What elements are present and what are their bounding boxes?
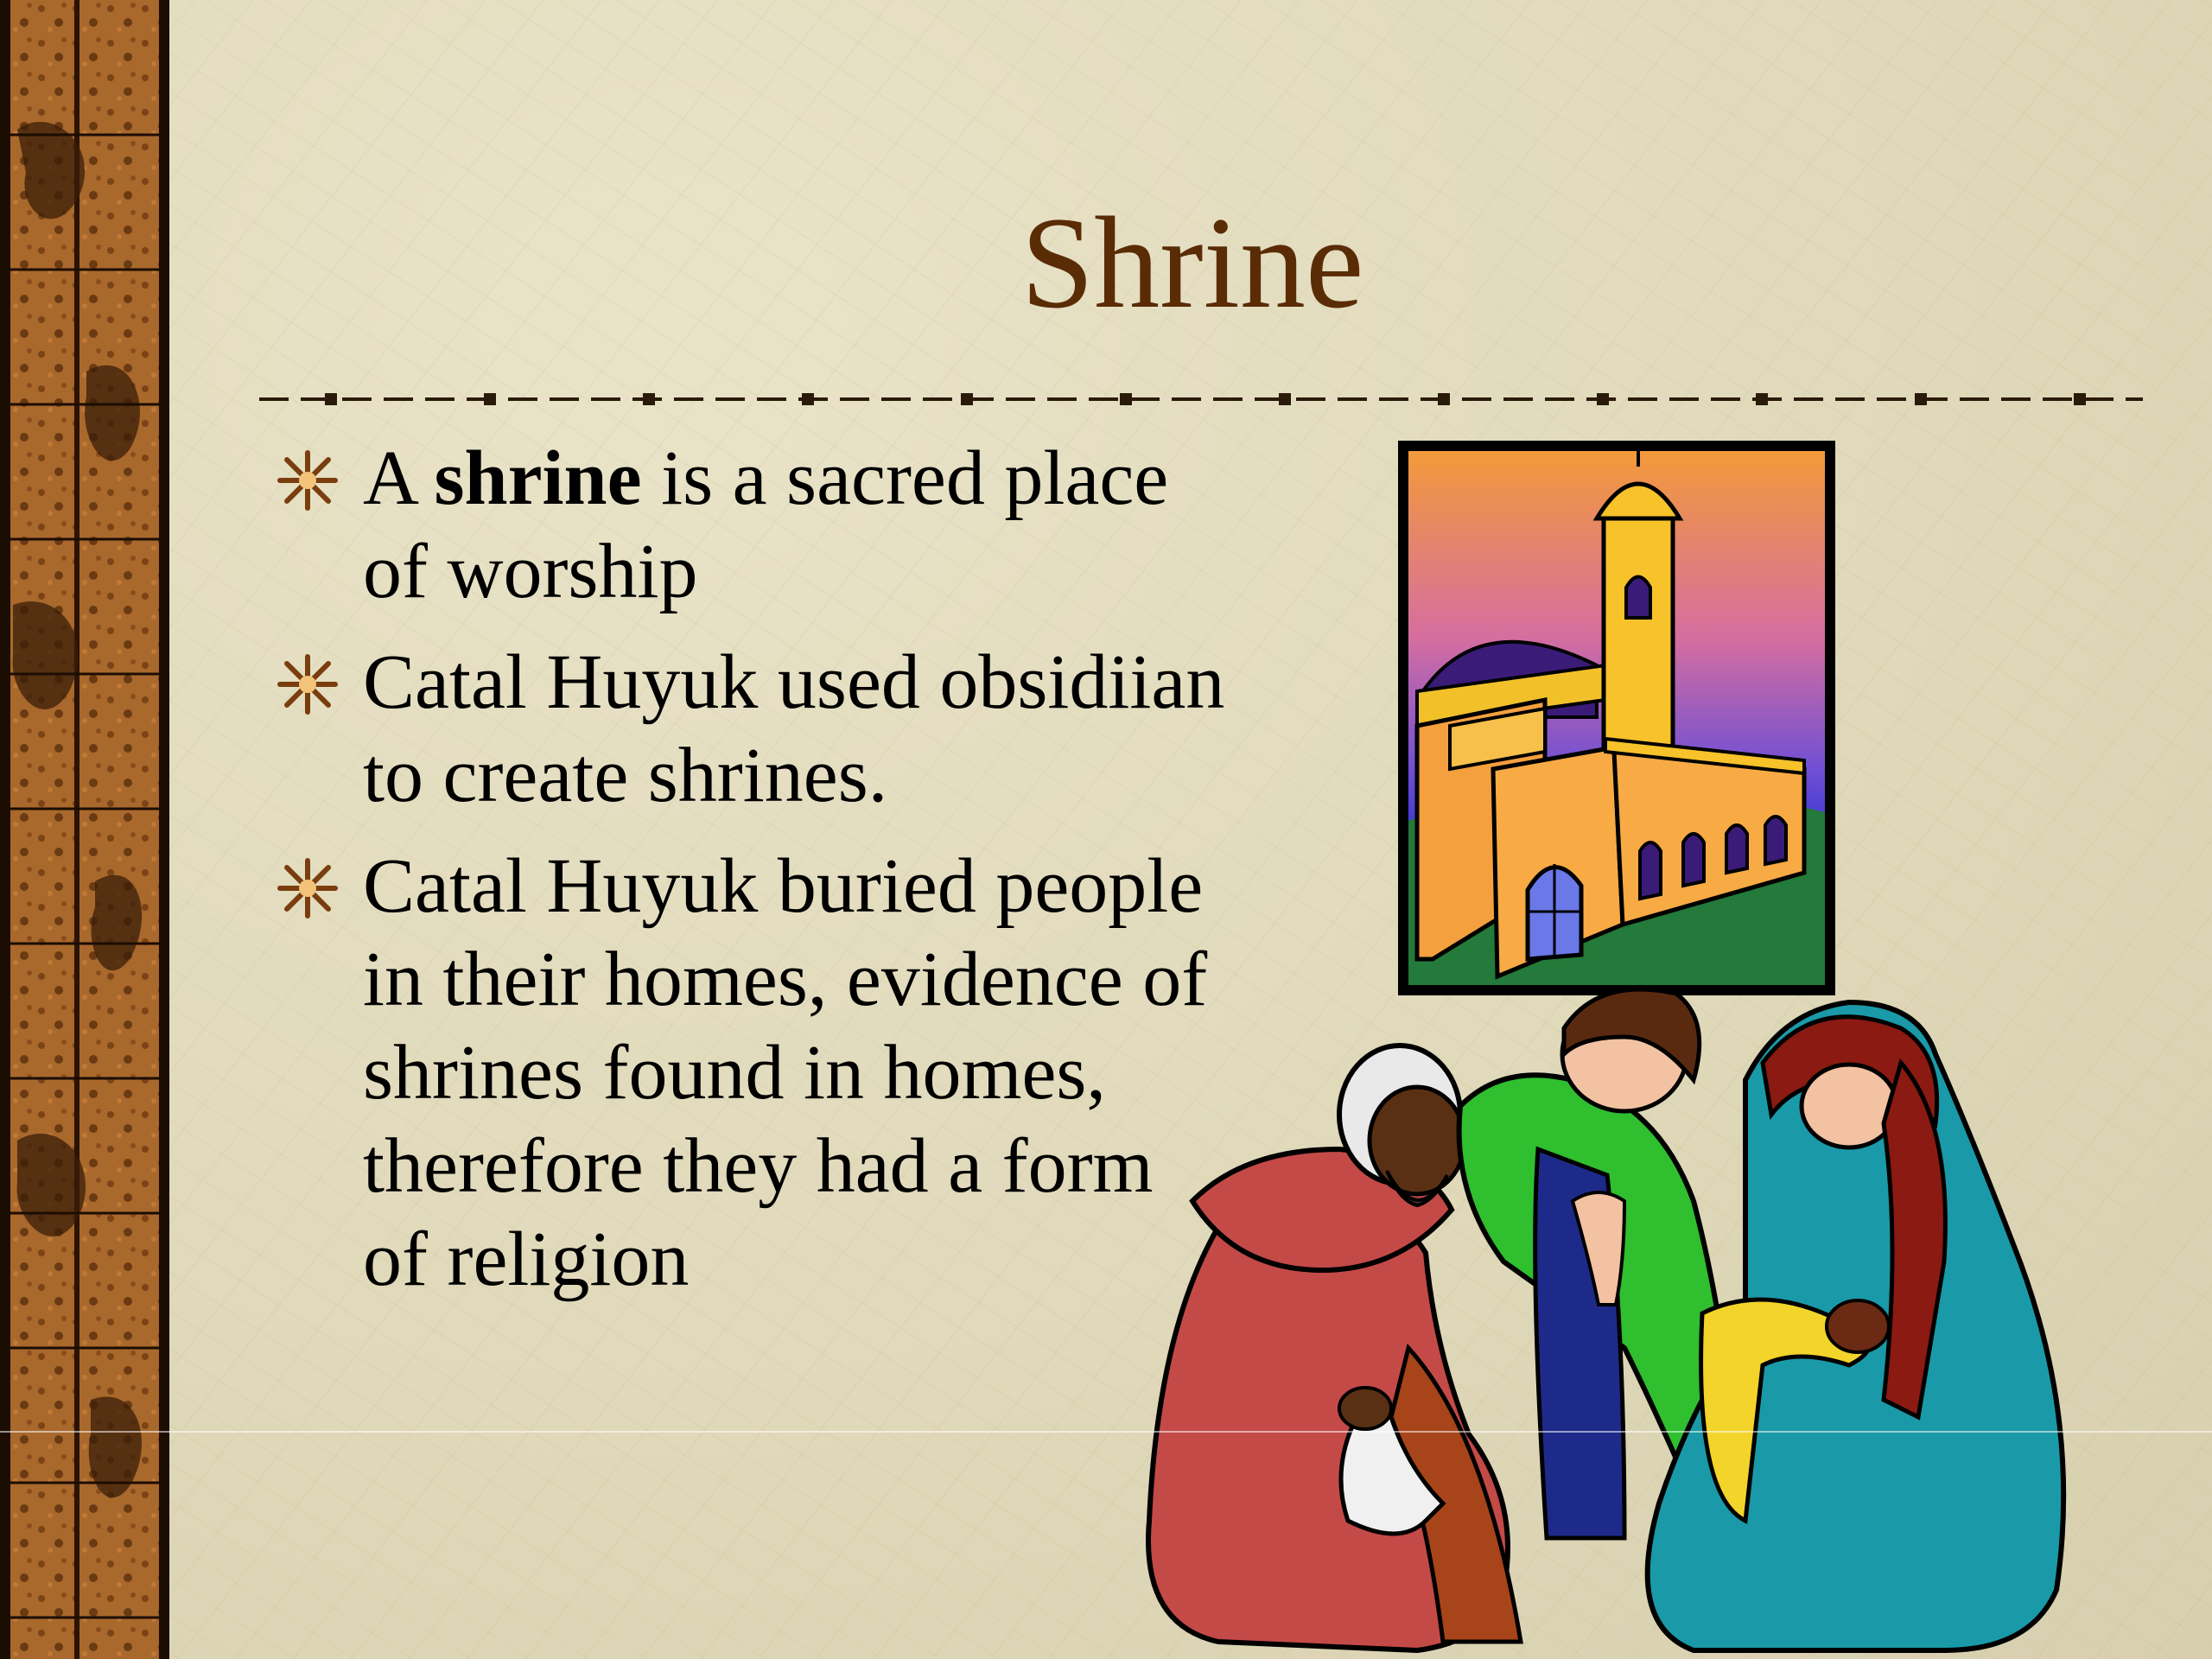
- bullet-text-post: is a sacred place of worship: [363, 435, 1169, 614]
- bullet-text-pre: A: [363, 435, 435, 521]
- bullet-text: Catal Huyuk buried people in their homes, evidence of shrines found in homes, therefore they had a form of religion: [363, 843, 1208, 1302]
- bullet-list: [275, 432, 1225, 1324]
- starburst-icon: [276, 857, 339, 919]
- bullet-item: [275, 636, 1225, 823]
- bullet-item: [275, 432, 1225, 619]
- decorative-border: [0, 0, 169, 1659]
- bullet-item: [275, 840, 1225, 1306]
- title-divider: [259, 385, 2143, 413]
- bullet-text-bold: shrine: [434, 435, 642, 521]
- bullet-text: Catal Huyuk used obsidiian to create shrines.: [363, 639, 1225, 818]
- starburst-icon: [276, 653, 339, 715]
- slide-title: Shrine: [1020, 190, 1364, 335]
- decorative-line: [0, 1431, 2212, 1433]
- shrine-tower-illustration: [1398, 441, 1835, 995]
- worshippers-illustration: [1141, 985, 2082, 1659]
- starburst-icon: [276, 449, 339, 512]
